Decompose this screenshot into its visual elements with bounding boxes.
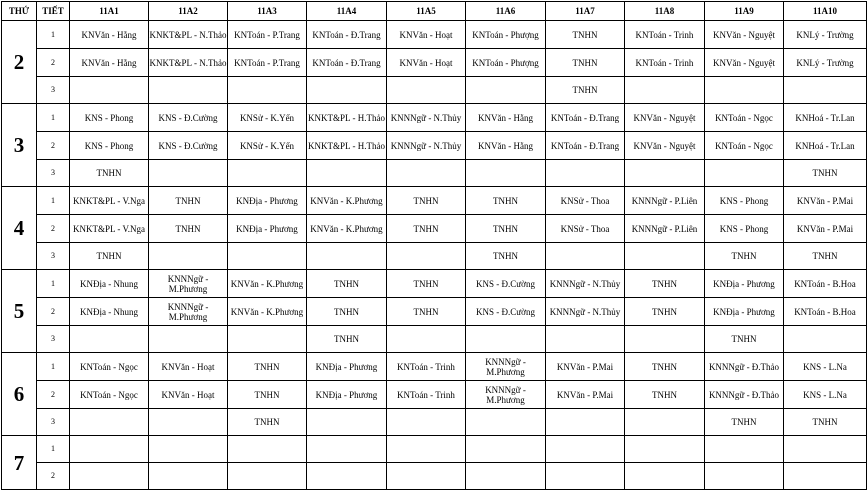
period-row [2, 104, 867, 132]
schedule-cell: TNHN [387, 215, 466, 243]
period-row [2, 436, 867, 463]
schedule-cell: TNHN [625, 270, 705, 298]
schedule-cell [705, 160, 784, 187]
schedule-cell [705, 436, 784, 463]
period-row [2, 381, 867, 409]
schedule-cell [387, 326, 466, 353]
schedule-cell [625, 436, 705, 463]
schedule-cell: TNHN [546, 21, 625, 49]
schedule-cell: KNVăn - K.Phương [307, 187, 387, 215]
schedule-cell: TNHN [466, 215, 546, 243]
period-row [2, 270, 867, 298]
schedule-cell: KNKT&PL - H.Thảo [307, 104, 387, 132]
schedule-cell [625, 326, 705, 353]
schedule-cell: KNToán - Trinh [625, 49, 705, 77]
period-number: 2 [37, 215, 70, 243]
schedule-cell: TNHN [625, 298, 705, 326]
period-number: 2 [37, 463, 70, 490]
schedule-cell: KNHoá - Tr.Lan [784, 132, 867, 160]
schedule-cell [307, 436, 387, 463]
schedule-cell [70, 326, 149, 353]
schedule-cell [307, 463, 387, 490]
schedule-cell: KNVăn - Nguyệt [625, 104, 705, 132]
schedule-cell: KNS - Phong [70, 104, 149, 132]
period-row [2, 298, 867, 326]
schedule-cell [784, 463, 867, 490]
period-row [2, 77, 867, 104]
header-class: 11A2 [149, 2, 228, 21]
schedule-cell [228, 326, 307, 353]
schedule-cell [387, 77, 466, 104]
period-number: 3 [37, 409, 70, 436]
schedule-cell: TNHN [307, 326, 387, 353]
schedule-cell: TNHN [784, 409, 867, 436]
header-class: 11A1 [70, 2, 149, 21]
schedule-cell: KNVăn - K.Phương [228, 298, 307, 326]
schedule-cell: KNS - Phong [705, 187, 784, 215]
schedule-cell: KNToán - Phượng [466, 49, 546, 77]
schedule-cell: KNS - Phong [70, 132, 149, 160]
schedule-cell: KNSử - Thoa [546, 215, 625, 243]
schedule-cell [149, 243, 228, 270]
schedule-cell: KNĐịa - Phương [705, 270, 784, 298]
period-row [2, 160, 867, 187]
schedule-cell: KNĐịa - Nhung [70, 298, 149, 326]
schedule-cell [625, 243, 705, 270]
schedule-cell: KNSử - Thoa [546, 187, 625, 215]
schedule-cell [149, 77, 228, 104]
schedule-cell: TNHN [784, 243, 867, 270]
schedule-cell [705, 77, 784, 104]
schedule-cell [625, 77, 705, 104]
schedule-cell [546, 243, 625, 270]
period-row [2, 49, 867, 77]
schedule-cell [546, 160, 625, 187]
schedule-cell [546, 409, 625, 436]
schedule-cell: KNVăn - K.Phương [228, 270, 307, 298]
schedule-cell [228, 160, 307, 187]
schedule-cell: TNHN [149, 215, 228, 243]
schedule-cell [228, 436, 307, 463]
schedule-cell [466, 160, 546, 187]
schedule-cell: TNHN [149, 187, 228, 215]
schedule-cell: KNNNgữ - Đ.Thảo [705, 381, 784, 409]
schedule-cell [228, 77, 307, 104]
schedule-cell: KNToán - Trinh [387, 381, 466, 409]
schedule-cell [466, 409, 546, 436]
schedule-cell: KNVăn - P.Mai [784, 187, 867, 215]
schedule-cell: KNVăn - P.Mai [546, 353, 625, 381]
schedule-cell: TNHN [387, 187, 466, 215]
schedule-cell: TNHN [705, 243, 784, 270]
schedule-cell: TNHN [705, 326, 784, 353]
schedule-cell: KNNNgữ - P.Liên [625, 215, 705, 243]
schedule-cell: KNĐịa - Phương [228, 215, 307, 243]
schedule-cell: KNVăn - Hằng [466, 132, 546, 160]
schedule-cell: KNNNgữ - N.Thủy [387, 132, 466, 160]
schedule-cell [387, 243, 466, 270]
schedule-cell: KNToán - B.Hoa [784, 270, 867, 298]
schedule-cell: KNVăn - Nguyệt [705, 49, 784, 77]
schedule-cell: KNSử - K.Yến [228, 104, 307, 132]
period-number: 1 [37, 436, 70, 463]
period-number: 3 [37, 77, 70, 104]
schedule-cell [705, 463, 784, 490]
day-label: 2 [2, 21, 37, 104]
schedule-cell [70, 463, 149, 490]
schedule-cell [387, 160, 466, 187]
schedule-cell [625, 409, 705, 436]
schedule-cell: KNToán - Trinh [387, 353, 466, 381]
period-number: 1 [37, 353, 70, 381]
header-thu: THỨ [2, 2, 37, 21]
schedule-cell [625, 160, 705, 187]
schedule-cell [466, 326, 546, 353]
schedule-cell [149, 436, 228, 463]
schedule-cell: TNHN [307, 270, 387, 298]
schedule-cell: KNVăn - Hoạt [387, 49, 466, 77]
schedule-cell: TNHN [625, 381, 705, 409]
schedule-cell: KNToán - B.Hoa [784, 298, 867, 326]
schedule-cell [625, 463, 705, 490]
schedule-cell: KNKT&PL - V.Nga [70, 215, 149, 243]
header-class: 11A5 [387, 2, 466, 21]
schedule-cell: KNS - Đ.Cường [466, 270, 546, 298]
schedule-cell [784, 77, 867, 104]
period-row [2, 132, 867, 160]
period-row [2, 326, 867, 353]
period-number: 2 [37, 381, 70, 409]
period-number: 2 [37, 132, 70, 160]
schedule-cell [70, 436, 149, 463]
schedule-cell [228, 243, 307, 270]
schedule-cell: KNVăn - Hằng [466, 104, 546, 132]
schedule-cell [466, 436, 546, 463]
schedule-cell: TNHN [387, 298, 466, 326]
schedule-cell [228, 463, 307, 490]
header-class: 11A3 [228, 2, 307, 21]
schedule-cell: TNHN [70, 243, 149, 270]
schedule-cell: KNToán - Ngọc [70, 353, 149, 381]
schedule-cell: KNKT&PL - V.Nga [70, 187, 149, 215]
period-number: 3 [37, 326, 70, 353]
schedule-cell: TNHN [705, 409, 784, 436]
header-class: 11A7 [546, 2, 625, 21]
schedule-cell [546, 326, 625, 353]
schedule-cell: KNToán - Ngọc [70, 381, 149, 409]
schedule-cell: KNVăn - Hằng [70, 21, 149, 49]
schedule-cell: KNNNgữ - N.Thủy [546, 298, 625, 326]
schedule-cell: KNKT&PL - H.Thảo [307, 132, 387, 160]
schedule-cell: TNHN [307, 298, 387, 326]
schedule-cell [307, 77, 387, 104]
schedule-cell: TNHN [546, 77, 625, 104]
schedule-cell: KNS - Đ.Cường [149, 132, 228, 160]
day-label: 6 [2, 353, 37, 436]
schedule-cell: KNVăn - Nguyệt [705, 21, 784, 49]
schedule-cell: KNNNgữ - N.Thủy [387, 104, 466, 132]
schedule-cell: KNToán - P.Trang [228, 21, 307, 49]
schedule-cell: TNHN [466, 243, 546, 270]
schedule-cell: KNVăn - Hoạt [387, 21, 466, 49]
schedule-cell: TNHN [228, 381, 307, 409]
schedule-cell: KNKT&PL - N.Thảo [149, 21, 228, 49]
schedule-cell: KNS - Đ.Cường [149, 104, 228, 132]
schedule-cell: KNHoá - Tr.Lan [784, 104, 867, 132]
schedule-cell: KNToán - P.Trang [228, 49, 307, 77]
schedule-cell: KNVăn - Hoạt [149, 381, 228, 409]
schedule-cell: KNToán - Trinh [625, 21, 705, 49]
schedule-cell: TNHN [70, 160, 149, 187]
period-number: 3 [37, 243, 70, 270]
schedule-cell: KNNNgữ - M.Phương [466, 381, 546, 409]
schedule-cell: KNToán - Đ.Trang [546, 132, 625, 160]
schedule-cell: KNToán - Ngọc [705, 132, 784, 160]
schedule-cell: KNVăn - Nguyệt [625, 132, 705, 160]
schedule-cell: KNĐịa - Nhung [70, 270, 149, 298]
schedule-cell [466, 77, 546, 104]
period-number: 2 [37, 298, 70, 326]
period-number: 3 [37, 160, 70, 187]
period-number: 1 [37, 187, 70, 215]
schedule-cell: KNĐịa - Phương [307, 353, 387, 381]
schedule-cell: KNS - L.Na [784, 353, 867, 381]
schedule-cell: KNĐịa - Phương [228, 187, 307, 215]
header-tiet: TIẾT [37, 2, 70, 21]
schedule-cell [70, 77, 149, 104]
period-row [2, 243, 867, 270]
schedule-cell: KNVăn - K.Phương [307, 215, 387, 243]
schedule-cell: KNNNgữ - N.Thủy [546, 270, 625, 298]
period-row [2, 215, 867, 243]
schedule-cell [149, 409, 228, 436]
schedule-cell [149, 463, 228, 490]
schedule-cell: KNToán - Ngọc [705, 104, 784, 132]
schedule-cell: TNHN [228, 353, 307, 381]
schedule-cell [149, 160, 228, 187]
schedule-cell: KNNNgữ - M.Phương [149, 270, 228, 298]
header-class: 11A8 [625, 2, 705, 21]
schedule-cell: KNNNgữ - Đ.Thảo [705, 353, 784, 381]
schedule-cell: KNLý - Trường [784, 49, 867, 77]
schedule-cell: KNNNgữ - M.Phương [466, 353, 546, 381]
schedule-cell [307, 243, 387, 270]
schedule-cell: KNNNgữ - M.Phương [149, 298, 228, 326]
schedule-cell [387, 436, 466, 463]
schedule-cell: KNĐịa - Phương [307, 381, 387, 409]
schedule-cell: TNHN [625, 353, 705, 381]
schedule-cell [784, 326, 867, 353]
period-row [2, 409, 867, 436]
schedule-cell: KNVăn - P.Mai [546, 381, 625, 409]
schedule-cell: TNHN [466, 187, 546, 215]
schedule-cell: KNToán - Đ.Trang [546, 104, 625, 132]
header-class: 11A4 [307, 2, 387, 21]
schedule-cell [307, 160, 387, 187]
period-number: 1 [37, 104, 70, 132]
schedule-cell: KNToán - Phượng [466, 21, 546, 49]
schedule-cell [546, 463, 625, 490]
schedule-cell: KNNNgữ - P.Liên [625, 187, 705, 215]
period-row [2, 463, 867, 490]
day-label: 3 [2, 104, 37, 187]
schedule-cell [307, 409, 387, 436]
header-row [2, 2, 867, 21]
schedule-cell: KNToán - Đ.Trang [307, 49, 387, 77]
schedule-cell: KNToán - Đ.Trang [307, 21, 387, 49]
period-row [2, 353, 867, 381]
schedule-cell: KNS - Phong [705, 215, 784, 243]
schedule-cell [466, 463, 546, 490]
schedule-cell: KNVăn - P.Mai [784, 215, 867, 243]
schedule-cell [149, 326, 228, 353]
day-label: 7 [2, 436, 37, 490]
header-class: 11A9 [705, 2, 784, 21]
header-class: 11A6 [466, 2, 546, 21]
period-number: 1 [37, 21, 70, 49]
schedule-cell [546, 436, 625, 463]
day-label: 5 [2, 270, 37, 353]
period-row [2, 187, 867, 215]
schedule-cell [784, 436, 867, 463]
header-class: 11A10 [784, 2, 867, 21]
schedule-table [1, 1, 867, 490]
schedule-cell: TNHN [546, 49, 625, 77]
schedule-cell: KNSử - K.Yến [228, 132, 307, 160]
period-number: 2 [37, 49, 70, 77]
schedule-cell: KNS - Đ.Cường [466, 298, 546, 326]
schedule-cell: KNVăn - Hoạt [149, 353, 228, 381]
day-label: 4 [2, 187, 37, 270]
schedule-cell: TNHN [228, 409, 307, 436]
schedule-cell: KNS - L.Na [784, 381, 867, 409]
schedule-cell: TNHN [784, 160, 867, 187]
schedule-cell [387, 409, 466, 436]
schedule-cell [70, 409, 149, 436]
schedule-cell: KNĐịa - Phương [705, 298, 784, 326]
schedule-cell: KNVăn - Hằng [70, 49, 149, 77]
schedule-cell: TNHN [387, 270, 466, 298]
schedule-cell: KNKT&PL - N.Thảo [149, 49, 228, 77]
period-row [2, 21, 867, 49]
schedule-cell [387, 463, 466, 490]
schedule-cell: KNLý - Trường [784, 21, 867, 49]
period-number: 1 [37, 270, 70, 298]
